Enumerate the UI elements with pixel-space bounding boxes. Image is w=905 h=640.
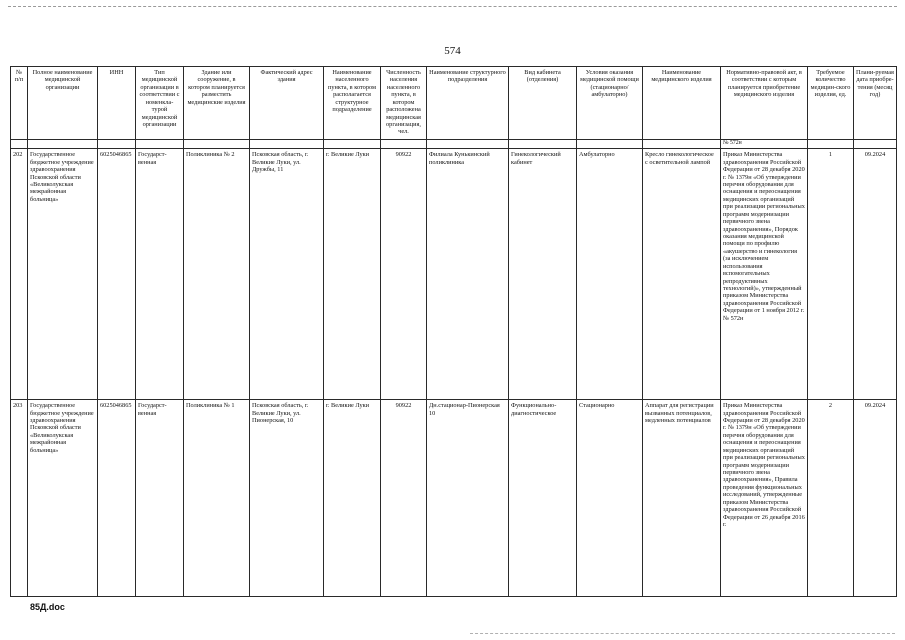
legal-act: Приказ Министерства здравоохранения Российской Федерации от 28 декабря 2020 г. № 1379н «Об утверждении перечня оборудования для оснащения и переоснащения медицинских организаций при реализации региональных программ модернизации первичного звена здравоохранения», Порядок оказания медицинской помощи по профилю «акушерство и гинекология (за исключением использования вспомогательных репродуктивных технологий)», утвержденный приказом Министерства здравоохранения Российской Федерации от 1 ноября 2012 г. № 572н [721, 149, 808, 400]
table-row [11, 400, 897, 597]
locality: г. Великие Луки [324, 149, 381, 400]
cabinet-type: Функционально-диагностическое [509, 400, 577, 597]
care-conditions: Амбулаторно [577, 149, 643, 400]
quantity: 1 [808, 149, 854, 400]
equipment-table [10, 66, 897, 597]
header-date: Плани-руемая дата приобре-тения (месяц год) [854, 67, 897, 140]
cabinet-type: Гинекологический кабинет [509, 149, 577, 400]
population: 90922 [381, 149, 427, 400]
carry-over-row [11, 140, 897, 149]
header-device: Наименование медицинского изделия [643, 67, 721, 140]
footer-filename: 85Д.doc [30, 602, 65, 612]
scan-edge-bottom [470, 633, 895, 634]
header-org: Полное наименование медицинской организации [28, 67, 98, 140]
legal-act: Приказ Министерства здравоохранения Российской Федерации от 28 декабря 2020 г. № 1379н «Об утверждении перечня оборудования для оснащения и переоснащения медицинских организаций при реализации региональных программ модернизации первичного звена здравоохранения», Правила проведения функциональных исследований, утвержденные приказом Министерства здравоохранения Российской Федерации от 26 декабря 2016 г. [721, 400, 808, 597]
row-number: 203 [11, 400, 28, 597]
population: 90922 [381, 400, 427, 597]
header-building: Здание или сооружение, в котором планируется разместить медицинские изделия [184, 67, 250, 140]
building: Поликлиника № 2 [184, 149, 250, 400]
header-qty: Требуемое количество медицин-ского изделия, ед. [808, 67, 854, 140]
org-type: Государст-венная [136, 149, 184, 400]
inn: 6025046865 [98, 400, 136, 597]
org-name: Государственное бюджетное учреждение здравоохранения Псковской области «Великолукская межрайонная больница» [28, 400, 98, 597]
scan-edge-top [8, 6, 897, 7]
address: Псковская область, г. Великие Луки, ул. Дружбы, 11 [250, 149, 324, 400]
header-type: Тип медицинской организации в соответствии с номенкла-турой медицинской организации [136, 67, 184, 140]
carry-over-text: № 572н [721, 140, 808, 149]
table-header-row [11, 67, 897, 140]
structural-unit: Филиала Кунькинский поликлиника [427, 149, 509, 400]
purchase-date: 09.2024 [854, 400, 897, 597]
header-act: Нормативно-правовой акт, в соответствии с которым планируется приобретение медицинского изделия [721, 67, 808, 140]
device-name: Аппарат для регистрации вызванных потенциалов, медленных потенциалов [643, 400, 721, 597]
care-conditions: Стационарно [577, 400, 643, 597]
quantity: 2 [808, 400, 854, 597]
purchase-date: 09.2024 [854, 149, 897, 400]
device-name: Кресло гинекологическое с осветительной лампой [643, 149, 721, 400]
structural-unit: Дн.стационар-Пионерская 10 [427, 400, 509, 597]
org-type: Государст-венная [136, 400, 184, 597]
table-row [11, 149, 897, 400]
header-cabinet: Вид кабинета (отделения) [509, 67, 577, 140]
inn: 6025046865 [98, 149, 136, 400]
header-num: № п/п [11, 67, 28, 140]
org-name: Государственное бюджетное учреждение здравоохранения Псковской области «Великолукская межрайонная больница» [28, 149, 98, 400]
header-conditions: Условия оказания медицинской помощи (стационарно/ амбулаторно) [577, 67, 643, 140]
header-address: Фактический адрес здания [250, 67, 324, 140]
header-inn: ИНН [98, 67, 136, 140]
header-population: Численность населения населенного пункта, в котором расположена медицинская организация, чел. [381, 67, 427, 140]
address: Псковская область, г. Великие Луки, ул. Пионерская, 10 [250, 400, 324, 597]
building: Поликлиника № 1 [184, 400, 250, 597]
page-number: 574 [444, 45, 461, 57]
header-locality: Наименование населенного пункта, в котором располагается структурное подразделение [324, 67, 381, 140]
header-unit: Наименование структурного подразделения [427, 67, 509, 140]
row-number: 202 [11, 149, 28, 400]
locality: г. Великие Луки [324, 400, 381, 597]
